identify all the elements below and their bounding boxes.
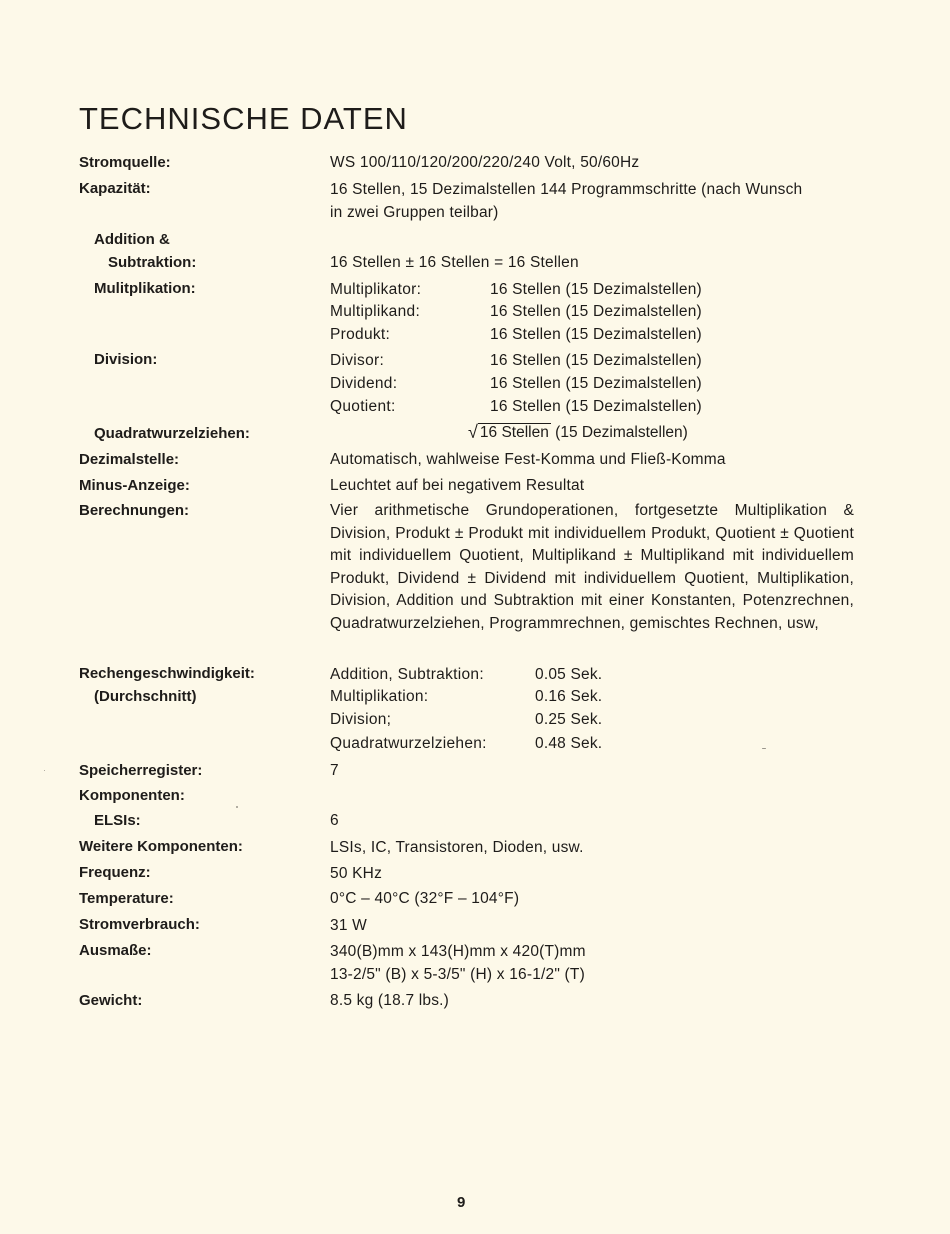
value-stromverbrauch: 31 W (330, 917, 367, 934)
value-stromquelle: WS 100/110/120/200/220/240 Volt, 50/60Hz (330, 154, 640, 171)
speed-row-name: Multiplikation: (330, 688, 429, 705)
speed-row-value: 0.48 Sek. (535, 735, 603, 752)
label-multiplikation: Mulitplikation: (94, 280, 196, 297)
sqrt-radicand: 16 Stellen (479, 424, 549, 441)
value-addition: 16 Stellen ± 16 Stellen = 16 Stellen (330, 254, 579, 271)
mult-row-name: Multiplikator: (330, 281, 422, 298)
value-ausmasse-metric: 340(B)mm x 143(H)mm x 420(T)mm (330, 943, 586, 960)
speed-row-value: 0.16 Sek. (535, 688, 603, 705)
mult-row-name: Produkt: (330, 326, 391, 343)
speed-row-name: Addition, Subtraktion: (330, 666, 484, 683)
scan-speck (236, 806, 238, 808)
label-addition: Addition & (94, 231, 170, 248)
label-frequenz: Frequenz: (79, 864, 151, 881)
value-frequenz: 50 KHz (330, 865, 383, 882)
div-row-name: Quotient: (330, 398, 396, 415)
label-speicherregister: Speicherregister: (79, 762, 203, 779)
page-number: 9 (457, 1194, 466, 1211)
value-ausmasse-imperial: 13-2/5" (B) x 5-3/5" (H) x 16-1/2" (T) (330, 966, 585, 983)
label-temperature: Temperature: (79, 890, 174, 907)
label-gewicht: Gewicht: (79, 992, 143, 1009)
div-row-value: 16 Stellen (15 Dezimalstellen) (490, 398, 702, 415)
label-quadratwurzel: Quadratwurzelziehen: (94, 425, 250, 442)
mult-row-value: 16 Stellen (15 Dezimalstellen) (490, 303, 702, 320)
sqrt-symbol: √ (468, 422, 478, 442)
label-kapazitaet: Kapazität: (79, 180, 151, 197)
div-row-name: Dividend: (330, 375, 398, 392)
speed-row-value: 0.25 Sek. (535, 711, 603, 728)
value-elsis: 6 (330, 812, 339, 829)
scan-speck (762, 748, 766, 749)
label-durchschnitt: (Durchschnitt) (94, 688, 197, 705)
label-elsis: ELSIs: (94, 812, 141, 829)
label-komponenten: Komponenten: (79, 787, 185, 804)
label-rechengeschwindigkeit: Rechengeschwindigkeit: (79, 665, 255, 682)
div-row-value: 16 Stellen (15 Dezimalstellen) (490, 375, 702, 392)
label-stromquelle: Stromquelle: (79, 154, 171, 171)
mult-row-name: Multiplikand: (330, 303, 421, 320)
speed-row-name: Quadratwurzelziehen: (330, 735, 487, 752)
label-division: Division: (94, 351, 158, 368)
value-speicherregister: 7 (330, 762, 339, 779)
div-row-name: Divisor: (330, 352, 385, 369)
speed-row-value: 0.05 Sek. (535, 666, 603, 683)
value-quadratwurzel (468, 422, 688, 442)
scan-speck (44, 770, 45, 771)
value-kapazitaet-line1: 16 Stellen, 15 Dezimalstellen 144 Programmschritte (nach Wunsch (330, 181, 803, 198)
value-dezimalstelle: Automatisch, wahlweise Fest-Komma und Fließ-Komma (330, 451, 726, 468)
mult-row-value: 16 Stellen (15 Dezimalstellen) (490, 281, 702, 298)
label-weitere-komponenten: Weitere Komponenten: (79, 838, 243, 855)
value-kapazitaet-line2: in zwei Gruppen teilbar) (330, 204, 499, 221)
label-subtraktion: Subtraktion: (108, 254, 197, 271)
value-weitere-komponenten: LSIs, IC, Transistoren, Dioden, usw. (330, 839, 584, 856)
label-stromverbrauch: Stromverbrauch: (79, 916, 200, 933)
value-temperature: 0°C – 40°C (32°F – 104°F) (330, 890, 520, 907)
label-ausmasse: Ausmaße: (79, 942, 152, 959)
label-minus-anzeige: Minus-Anzeige: (79, 477, 190, 494)
label-dezimalstelle: Dezimalstelle: (79, 451, 180, 468)
label-berechnungen: Berechnungen: (79, 502, 190, 519)
mult-row-value: 16 Stellen (15 Dezimalstellen) (490, 326, 702, 343)
page-title: TECHNISCHE DATEN (79, 101, 408, 136)
value-gewicht: 8.5 kg (18.7 lbs.) (330, 992, 450, 1009)
value-minus-anzeige: Leuchtet auf bei negativem Resultat (330, 477, 585, 494)
speed-row-name: Division; (330, 711, 392, 728)
div-row-value: 16 Stellen (15 Dezimalstellen) (490, 352, 702, 369)
value-berechnungen: Vier arithmetische Grundoperationen, fortgesetzte Multiplikation & Division, Produkt ± Produkt mit individuellem Produkt, Quotient ± Quotient mit individuellem Quotient, Multiplikand ± Multiplikand mit individuellem Produkt, Dividend ± Dividend mit individuellem Quotient, Multiplikation, Division, Addition und Subtraktion mit einer Konstanten, Potenzrechnen, Quadratwurzelziehen, Programmrechnen, gemischtes Rechnen, usw, (330, 502, 854, 632)
sqrt-detail: (15 Dezimalstellen) (555, 424, 688, 441)
